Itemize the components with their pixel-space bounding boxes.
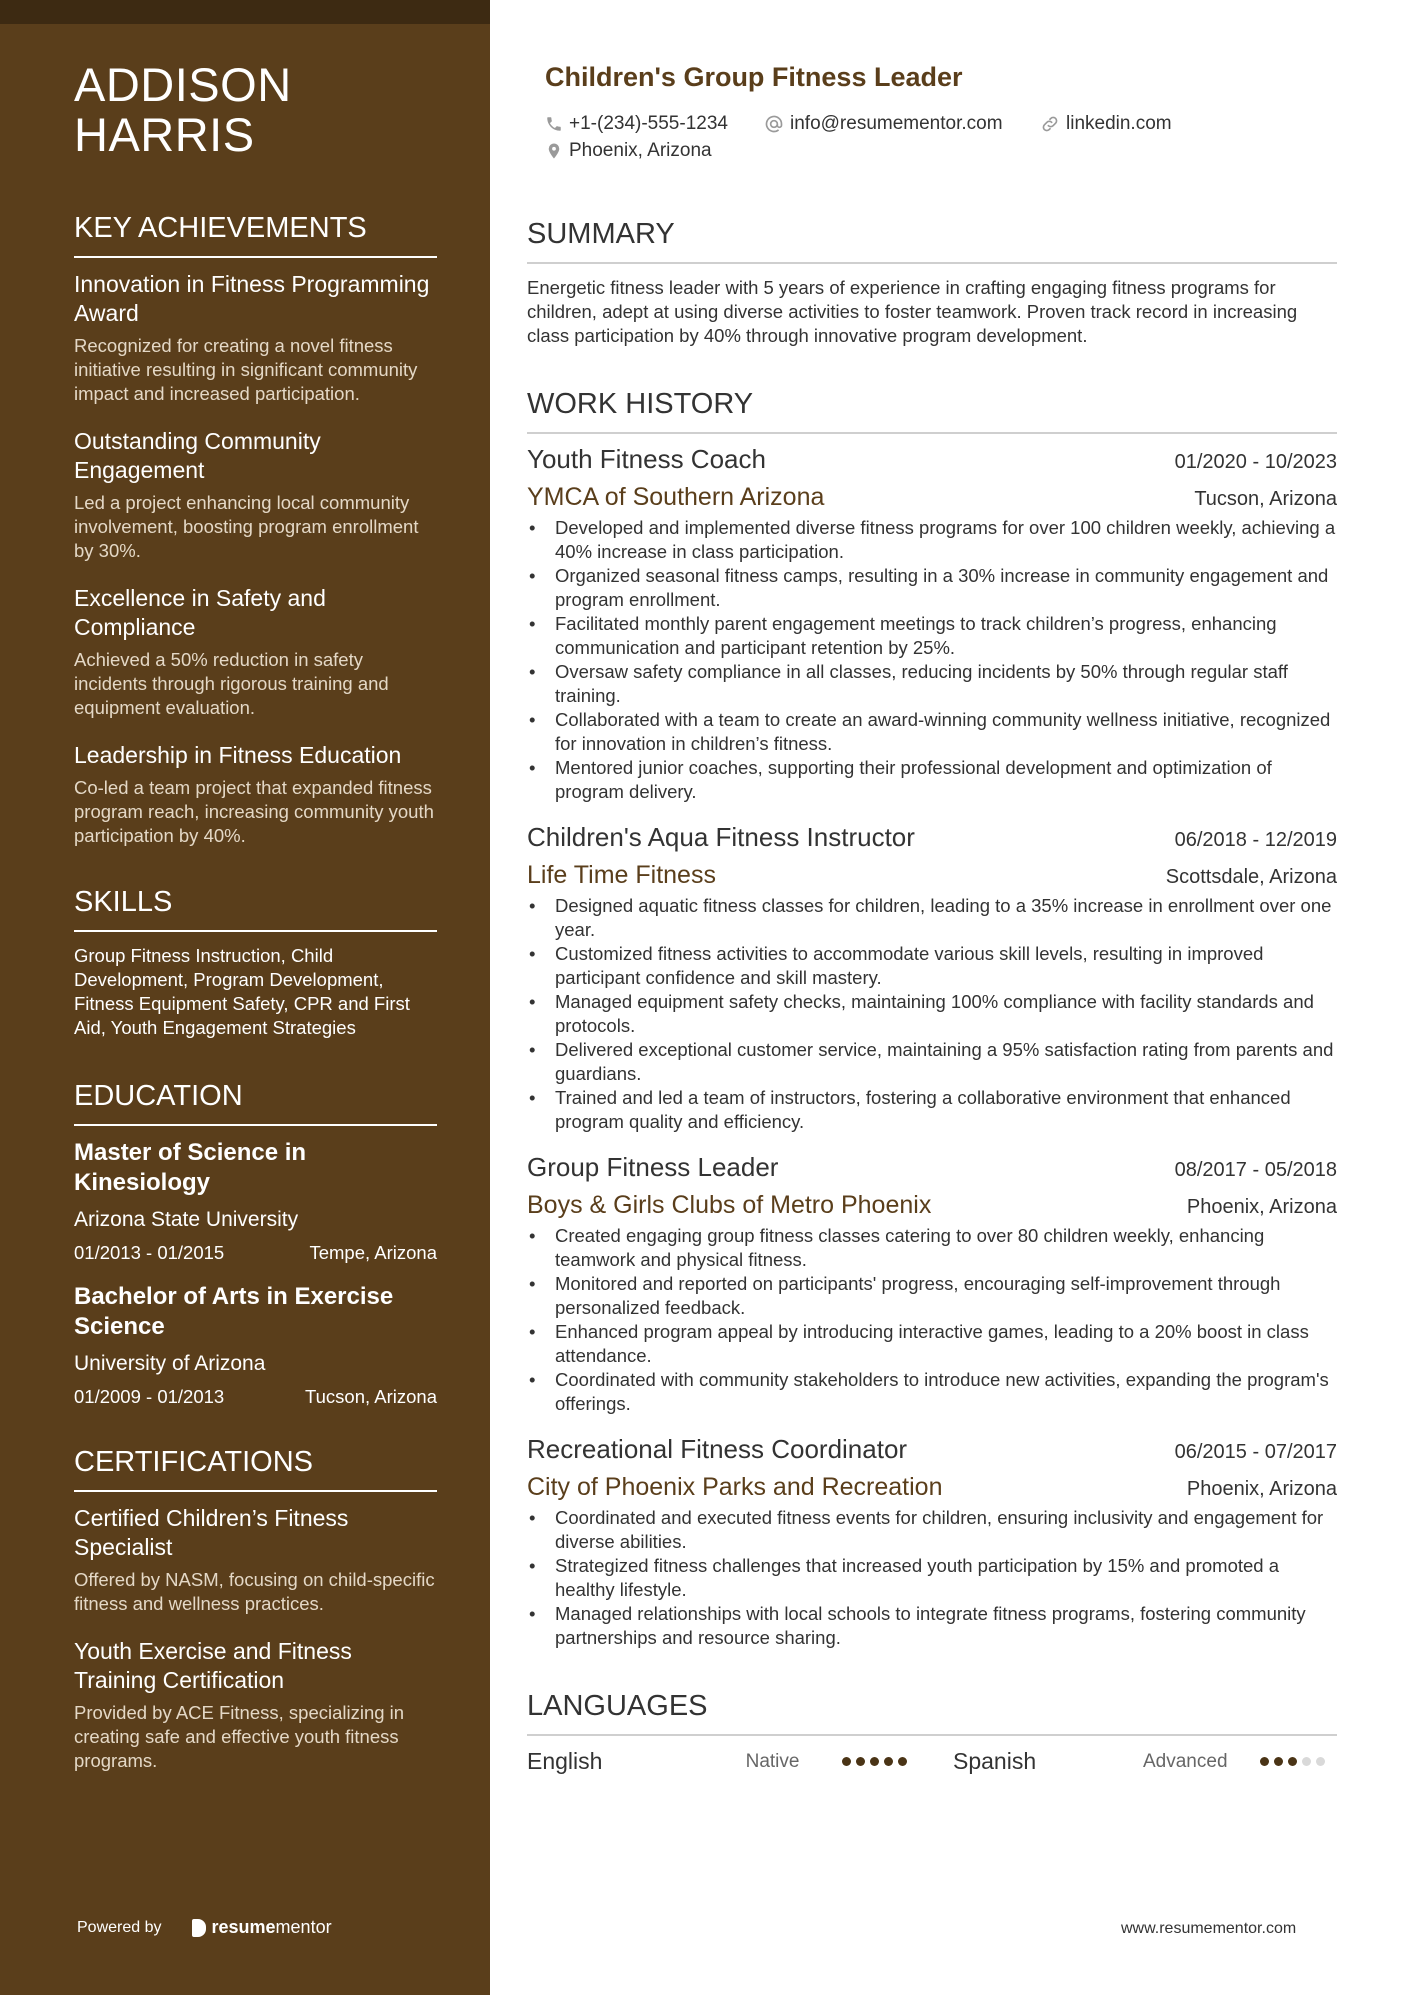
job-bullet: • Managed equipment safety checks, maintaining 100% compliance with facility standards and protocols. — [527, 990, 1337, 1038]
school: University of Arizona — [74, 1352, 266, 1375]
achievement-title: Excellence in Safety and Compliance — [74, 585, 326, 640]
job-company-row — [527, 1191, 1337, 1220]
summary-text: Energetic fitness leader with 5 years of experience in crafting engaging fitness programs for children, adept at using diverse activities to foster teamwork. Proven track record in increasing class participation by 40% through innovative program development. — [527, 277, 1298, 346]
proficiency-dot-filled — [1260, 1757, 1269, 1766]
education-dates: 01/2009 - 01/2013 — [74, 1386, 225, 1407]
first-name: ADDISON — [74, 58, 292, 111]
email-text: info@resumementor.com — [790, 113, 1003, 134]
achievement-item — [74, 427, 437, 563]
skills-heading: SKILLS — [74, 886, 437, 932]
job-bullet: • Customized fitness activities to accommodate various skill levels, resulting in improved participant confidence and skill mastery. — [527, 942, 1337, 990]
phone-text: +1-(234)-555-1234 — [569, 113, 728, 134]
email[interactable] — [764, 113, 1003, 135]
proficiency-dot-filled — [842, 1757, 851, 1766]
at-icon — [764, 114, 784, 134]
job-bullet: • Created engaging group fitness classes catering to over 80 children weekly, enhancing teamwork and physical fitness. — [527, 1224, 1337, 1272]
location-text: Phoenix, Arizona — [569, 140, 712, 161]
achievement-title: Leadership in Fitness Education — [74, 742, 402, 768]
job-bullet: • Organized seasonal fitness camps, resulting in a 30% increase in community engagement and program enrollment. — [527, 564, 1337, 612]
footer-url[interactable]: www.resumementor.com — [1121, 1920, 1297, 1937]
language-name: Spanish — [953, 1748, 1037, 1774]
education-item — [74, 1282, 437, 1408]
job-entry — [527, 1434, 1337, 1650]
proficiency-dot-filled — [1288, 1757, 1297, 1766]
certification-desc: Offered by NASM, focusing on child-specific fitness and wellness practices. — [74, 1569, 435, 1614]
main-column — [527, 218, 1337, 1775]
proficiency-dot-filled — [884, 1757, 893, 1766]
education-meta — [74, 1386, 437, 1408]
achievement-item — [74, 741, 437, 848]
achievement-title: Innovation in Fitness Programming Award — [74, 271, 430, 326]
job-bullets — [527, 1506, 1337, 1650]
job-bullet: • Enhanced program appeal by introducing interactive games, leading to a 20% boost in class attendance. — [527, 1320, 1337, 1368]
job-bullet: • Strategized fitness challenges that increased youth participation by 15% and promoted a healthy lifestyle. — [527, 1554, 1337, 1602]
job-bullet: • Facilitated monthly parent engagement meetings to track children’s progress, enhancing communication and participant retention by 25%. — [527, 612, 1337, 660]
job-dates: 01/2020 - 10/2023 — [1174, 451, 1337, 473]
location — [545, 140, 712, 162]
link-icon — [1040, 114, 1060, 134]
job-bullets — [527, 516, 1337, 804]
job-entry — [527, 822, 1337, 1134]
achievements-list — [74, 270, 437, 848]
proficiency-dot-empty — [1302, 1757, 1311, 1766]
degree: Bachelor of Arts in Exercise Science — [74, 1283, 394, 1340]
certification-item — [74, 1637, 437, 1773]
languages-row — [527, 1748, 1337, 1775]
achievement-desc: Achieved a 50% reduction in safety incidents through rigorous training and equipment evaluation. — [74, 649, 389, 718]
job-company: City of Phoenix Parks and Recreation — [527, 1473, 943, 1501]
sidebar — [0, 0, 490, 1995]
job-role: Recreational Fitness Coordinator — [527, 1434, 908, 1464]
achievement-desc: Co-led a team project that expanded fitness program reach, increasing community youth participation by 40%. — [74, 777, 434, 846]
job-entry — [527, 1152, 1337, 1416]
job-location: Scottsdale, Arizona — [1165, 866, 1337, 888]
school: Arizona State University — [74, 1208, 299, 1231]
job-header — [527, 1152, 1337, 1183]
job-title: Children's Group Fitness Leader — [545, 62, 963, 92]
job-bullet: • Designed aquatic fitness classes for children, leading to a 35% increase in enrollment over one year. — [527, 894, 1337, 942]
last-name: HARRIS — [74, 108, 255, 161]
language-level: Advanced — [1143, 1750, 1228, 1772]
certification-desc: Provided by ACE Fitness, specializing in creating safe and effective youth fitness programs. — [74, 1702, 405, 1771]
job-bullet: • Mentored junior coaches, supporting their professional development and optimization of program delivery. — [527, 756, 1337, 804]
language-item — [953, 1748, 1325, 1775]
candidate-name — [74, 60, 437, 160]
job-bullet: • Coordinated with community stakeholders to introduce new activities, expanding the program's offerings. — [527, 1368, 1337, 1416]
job-header — [527, 1434, 1337, 1465]
language-dots — [1255, 1757, 1325, 1766]
certifications-heading: CERTIFICATIONS — [74, 1446, 437, 1492]
job-role: Youth Fitness Coach — [527, 444, 766, 474]
job-location: Tucson, Arizona — [1194, 488, 1337, 510]
job-location: Phoenix, Arizona — [1186, 1196, 1337, 1218]
degree: Master of Science in Kinesiology — [74, 1139, 307, 1196]
job-company: Life Time Fitness — [527, 861, 716, 889]
job-role: Children's Aqua Fitness Instructor — [527, 822, 915, 852]
proficiency-dot-filled — [856, 1757, 865, 1766]
resumementor-logo-icon — [192, 1919, 206, 1937]
logo-text-bold: resume — [211, 1917, 276, 1937]
job-role: Group Fitness Leader — [527, 1152, 779, 1182]
achievement-desc: Led a project enhancing local community involvement, boosting program enrollment by 30%. — [74, 492, 419, 561]
education-heading: EDUCATION — [74, 1080, 437, 1126]
proficiency-dot-filled — [1274, 1757, 1283, 1766]
location-pin-icon — [545, 141, 563, 161]
job-bullet: • Developed and implemented diverse fitness programs for over 100 children weekly, achieving a 40% increase in class participation. — [527, 516, 1337, 564]
job-bullet: • Oversaw safety compliance in all classes, reducing incidents by 50% through regular staff training. — [527, 660, 1337, 708]
job-bullet: • Delivered exceptional customer service, maintaining a 95% satisfaction rating from parents and guardians. — [527, 1038, 1337, 1086]
job-dates: 06/2015 - 07/2017 — [1174, 1441, 1337, 1463]
achievement-title: Outstanding Community Engagement — [74, 428, 321, 483]
job-bullet: • Monitored and reported on participants' progress, encouraging self-improvement through personalized feedback. — [527, 1272, 1337, 1320]
education-item — [74, 1138, 437, 1264]
summary-heading: SUMMARY — [527, 218, 1337, 264]
powered-by-label: Powered by — [77, 1918, 162, 1936]
proficiency-dot-empty — [1316, 1757, 1325, 1766]
language-dots — [837, 1757, 907, 1766]
job-bullet: • Managed relationships with local schools to integrate fitness programs, fostering community partnerships and resource sharing. — [527, 1602, 1337, 1650]
certification-title: Certified Children’s Fitness Specialist — [74, 1505, 349, 1560]
achievement-item — [74, 584, 437, 720]
proficiency-dot-filled — [898, 1757, 907, 1766]
job-bullet: • Coordinated and executed fitness events for children, ensuring inclusivity and engagement for diverse abilities. — [527, 1506, 1337, 1554]
education-dates: 01/2013 - 01/2015 — [74, 1242, 225, 1263]
powered-by — [77, 1917, 332, 1938]
job-bullet: • Trained and led a team of instructors, fostering a collaborative environment that enhanced program quality and efficiency. — [527, 1086, 1337, 1134]
achievement-desc: Recognized for creating a novel fitness initiative resulting in significant community impact and increased participation. — [74, 335, 418, 404]
job-bullet: • Collaborated with a team to create an award-winning community wellness initiative, recognized for innovation in children’s fitness. — [527, 708, 1337, 756]
education-location: Tempe, Arizona — [309, 1242, 437, 1263]
certification-title: Youth Exercise and Fitness Training Certification — [74, 1638, 352, 1693]
linkedin-text: linkedin.com — [1066, 113, 1172, 134]
sidebar-top-bar — [0, 0, 490, 24]
language-name: English — [527, 1748, 603, 1774]
job-company: Boys & Girls Clubs of Metro Phoenix — [527, 1191, 932, 1219]
languages-heading: LANGUAGES — [527, 1690, 1337, 1736]
job-bullets — [527, 1224, 1337, 1416]
job-company: YMCA of Southern Arizona — [527, 483, 825, 511]
achievement-item — [74, 270, 437, 406]
job-entry — [527, 444, 1337, 804]
job-dates: 08/2017 - 05/2018 — [1174, 1159, 1337, 1181]
job-company-row — [527, 483, 1337, 512]
job-company-row — [527, 861, 1337, 890]
skills-text: Group Fitness Instruction, Child Development, Program Development, Fitness Equipment Safety, CPR and First Aid, Youth Engagement Strategies — [74, 945, 410, 1038]
language-item — [527, 1748, 907, 1775]
work-heading: WORK HISTORY — [527, 388, 1337, 434]
logo-text-thin: mentor — [275, 1917, 332, 1937]
proficiency-dot-filled — [870, 1757, 879, 1766]
job-location: Phoenix, Arizona — [1186, 1478, 1337, 1500]
language-level: Native — [745, 1750, 800, 1772]
job-company-row — [527, 1473, 1337, 1502]
phone-icon — [545, 115, 563, 133]
education-meta — [74, 1242, 437, 1264]
job-header — [527, 444, 1337, 475]
job-header — [527, 822, 1337, 853]
achievements-heading: KEY ACHIEVEMENTS — [74, 212, 437, 258]
education-location: Tucson, Arizona — [305, 1386, 437, 1407]
phone[interactable] — [545, 113, 728, 135]
linkedin[interactable] — [1040, 113, 1172, 135]
job-bullets — [527, 894, 1337, 1134]
resumementor-logo[interactable] — [192, 1917, 332, 1938]
certification-item — [74, 1504, 437, 1616]
job-dates: 06/2018 - 12/2019 — [1174, 829, 1337, 851]
